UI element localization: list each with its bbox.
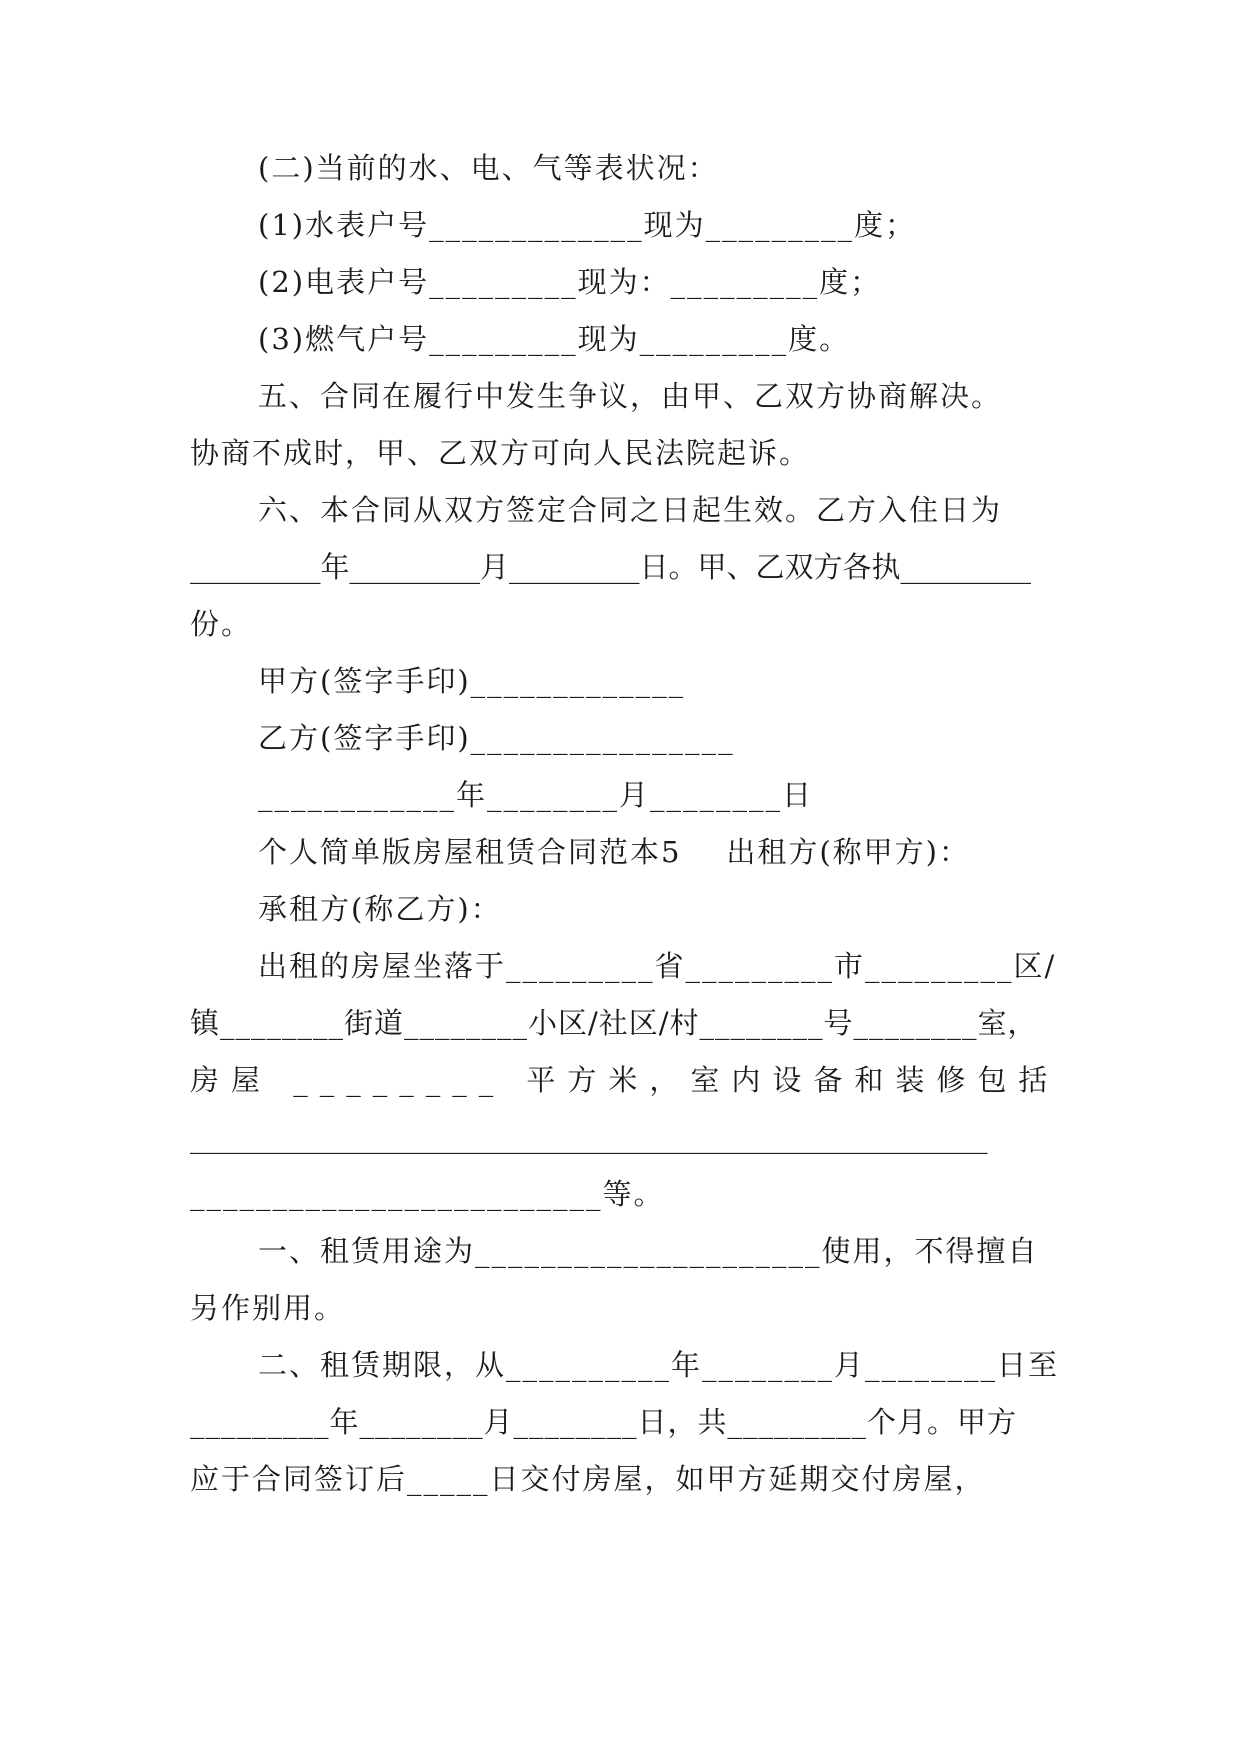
text-line: (1)水表户号_____________现为_________度；	[258, 208, 917, 242]
text-line: ____________年________月________日	[258, 778, 814, 812]
text-line: 镇________街道________小区/社区/村________号________室，	[190, 1006, 1038, 1040]
text-line: (2)电表户号_________现为：_________度；	[258, 265, 882, 299]
text-line: _______________________________________________________	[190, 1120, 988, 1154]
text-line: 份。	[190, 607, 253, 641]
text-line: 协商不成时，甲、乙双方可向人民法院起诉。	[190, 436, 811, 470]
text-line: 一、租赁用途为_____________________使用，不得擅自	[258, 1234, 1039, 1268]
text-line: 乙方(签字手印)________________	[258, 721, 735, 755]
text-line: 六、本合同从双方签定合同之日起生效。乙方入住日为	[258, 493, 1003, 527]
text-line: _________年________月________日，共_________个月。甲方	[190, 1405, 1018, 1439]
text-line: _________年_________月_________日。甲、乙双方各执_________	[190, 550, 1032, 584]
text-line: 承租方(称乙方)：	[258, 892, 502, 926]
text-line: 另作别用。	[190, 1291, 346, 1325]
text-line: _________________________等。	[190, 1177, 665, 1211]
text-line: 甲方(签字手印)_____________	[258, 664, 686, 698]
text-line: 个人简单版房屋租赁合同范本5 出租方(称甲方)：	[258, 835, 970, 869]
text-line: 二、租赁期限，从__________年________月________日至	[258, 1348, 1060, 1382]
text-line: (二)当前的水、电、气等表状况：	[258, 151, 719, 185]
text-line: 应于合同签订后_____日交付房屋，如甲方延期交付房屋，	[190, 1462, 986, 1496]
text-line: 五、合同在履行中发生争议，由甲、乙双方协商解决。	[258, 379, 1003, 413]
text-line: (3)燃气户号_________现为_________度。	[258, 322, 851, 356]
text-line: 房屋 ________ 平方米，室内设备和装修包括	[190, 1063, 1060, 1097]
text-line: 出租的房屋坐落于_________省_________市_________区/	[258, 949, 1057, 983]
